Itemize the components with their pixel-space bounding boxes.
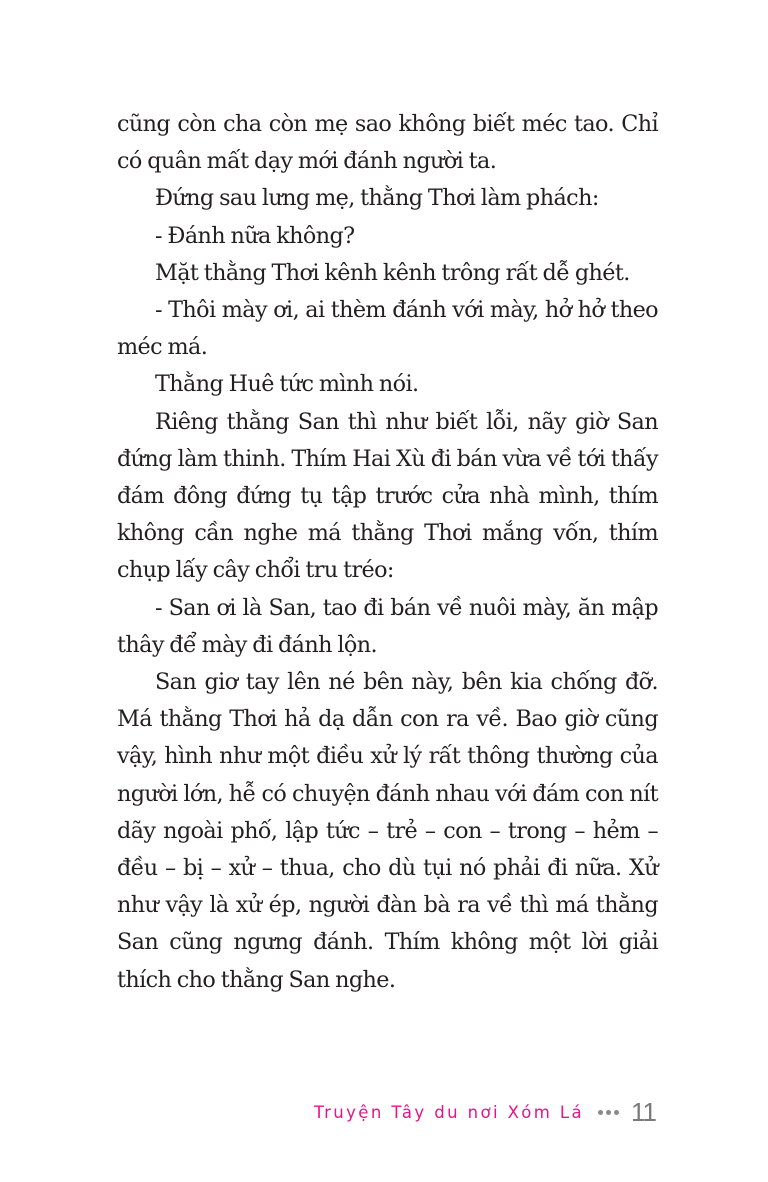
paragraph: Riêng thằng San thì như biết lỗi, nãy giờ San đứng làm thinh. Thím Hai Xù đi bán vừa về tới thấy đám đông đứng tụ tập trước cửa nhà mình, thím không cần nghe má thằng Thơi mắng vốn, thím chụp lấy cây chổi tru tréo: [117, 408, 658, 584]
running-footer [314, 1094, 656, 1130]
paragraph: cũng còn cha còn mẹ sao không biết méc tao. Chỉ có quân mất dạy mới đánh người ta. [117, 111, 658, 175]
dot [614, 1110, 619, 1115]
paragraph: Thằng Huê tức mình nói. [155, 371, 419, 398]
paragraph: - Thôi mày ơi, ai thèm đánh với mày, hở hở theo méc má. [117, 297, 658, 361]
dot [598, 1110, 603, 1115]
body-text [117, 106, 658, 999]
book-title: Truyện Tây du nơi Xóm Lá [314, 1102, 584, 1122]
ellipsis-dots-icon [598, 1110, 619, 1115]
paragraph: Mặt thằng Thơi kênh kênh trông rất dễ ghét. [155, 259, 630, 286]
paragraph: - Đánh nữa không? [155, 222, 355, 249]
dot [606, 1110, 611, 1115]
paragraph: Đứng sau lưng mẹ, thằng Thơi làm phách: [155, 185, 599, 212]
paragraph: - San ơi là San, tao đi bán về nuôi mày, ăn mập thây để mày đi đánh lộn. [117, 594, 658, 658]
page-number: 11 [631, 1096, 656, 1127]
paragraph: San giơ tay lên né bên này, bên kia chống đỡ. Má thằng Thơi hả dạ dẫn con ra về. Bao giờ cũng vậy, hình như một điều xử lý rất thông thường của người lớn, hễ có chuyện đánh nhau với đám con nít dãy ngoài phố, lập tức – trẻ – con – trong – hẻm – đều – bị – xử – thua, cho dù tụi nó phải đi nữa. Xử như vậy là xử ép, người đàn bà ra về thì má thằng San cũng ngưng đánh. Thím không một lời giải thích cho thằng San nghe. [117, 669, 658, 993]
